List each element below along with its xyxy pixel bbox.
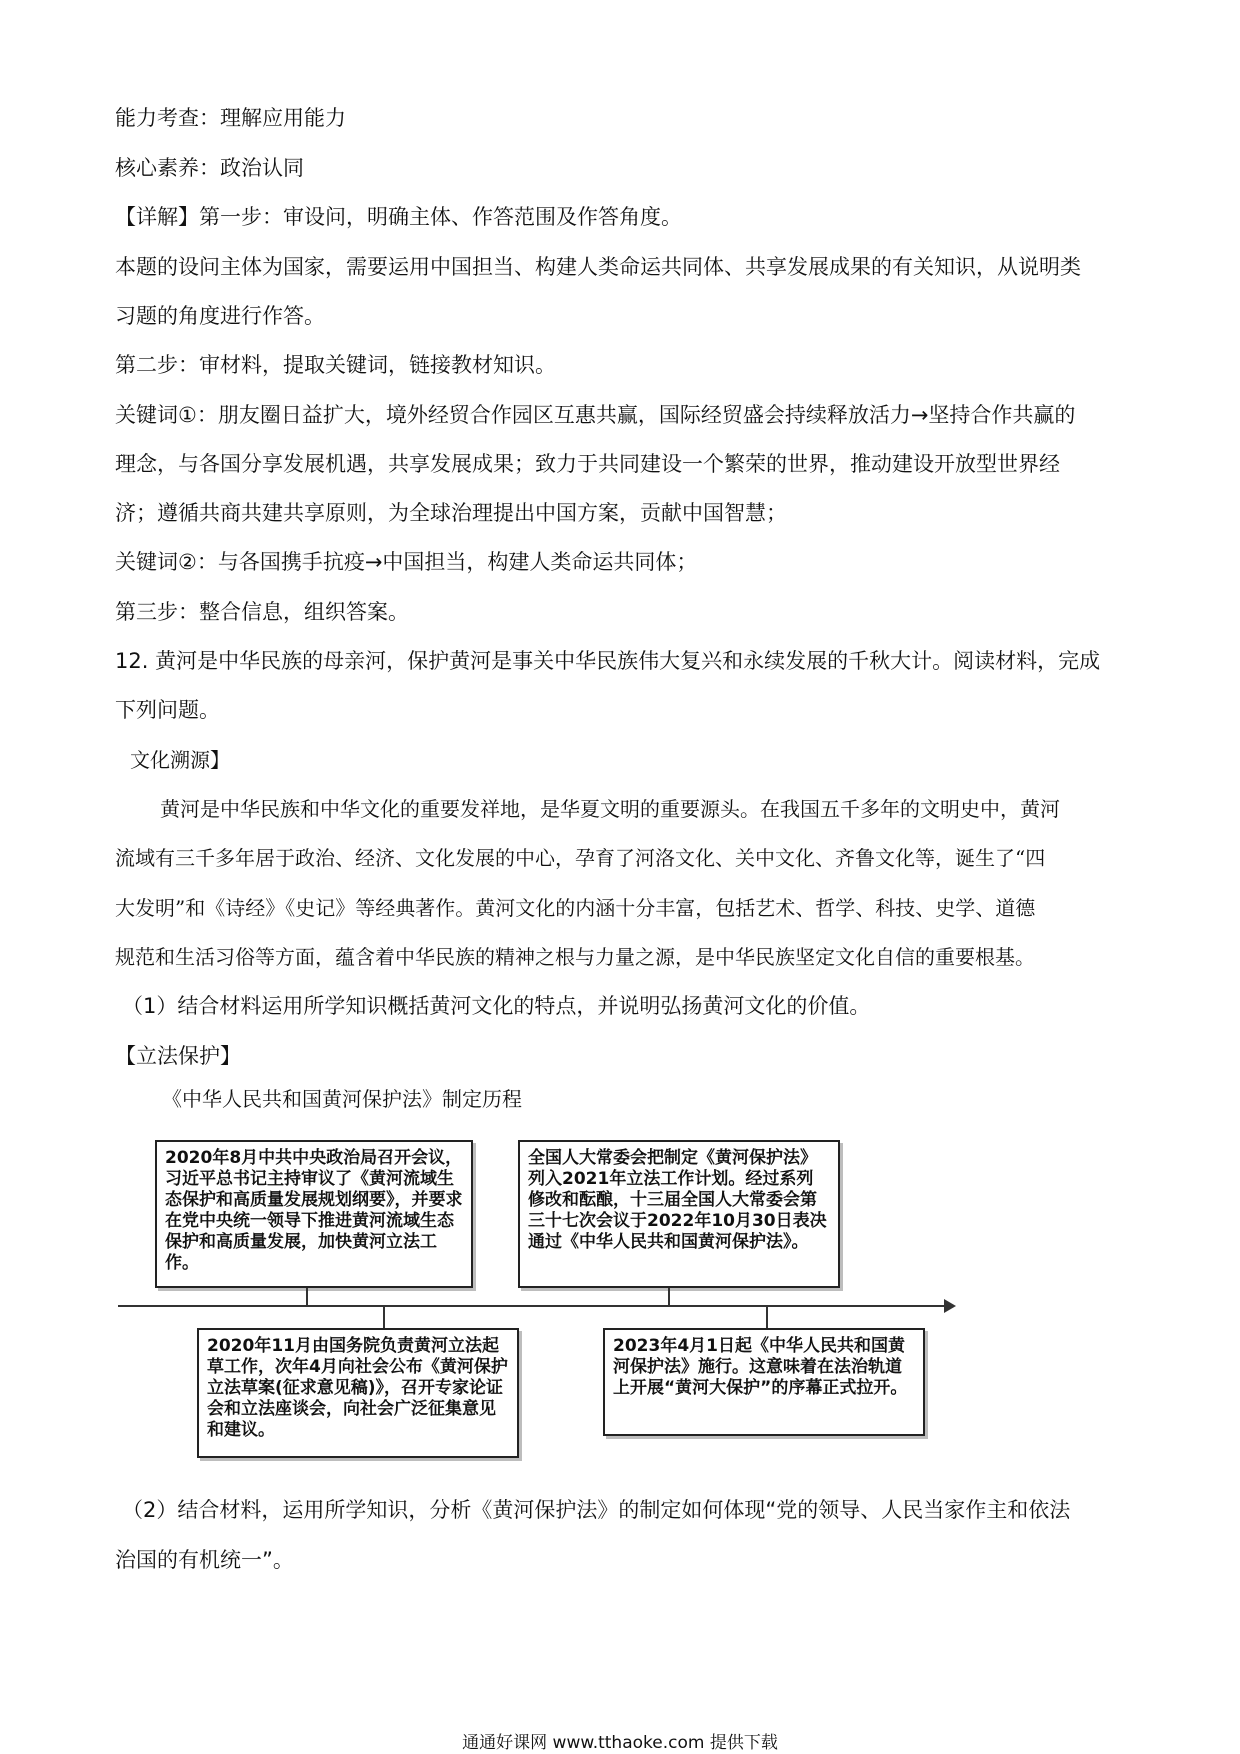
literacy-line: 核心素养：政治认同: [115, 156, 304, 180]
timeline-event-2023-04: 2023年4月1日起《中华人民共和国黄河保护法》施行。这意味着在法治轨道上开展“黄河大保护”的序幕正式拉开。: [603, 1328, 925, 1436]
question-1: （1）结合材料运用所学知识概括黄河文化的特点，并说明弘扬黄河文化的价值。: [122, 994, 871, 1018]
timeline-event-2020-11: 2020年11月由国务院负责黄河立法起草工作，次年4月向社会公布《黄河保护立法草案(征求意见稿)》，召开专家论证会和立法座谈会，向社会广泛征集意见和建议。: [197, 1328, 519, 1458]
footer-source: 通通好课网 www.tthaoke.com 提供下载: [462, 1733, 778, 1753]
question-2: 治国的有机统一”。: [115, 1548, 294, 1572]
section-title-law: 【立法保护】: [115, 1044, 241, 1068]
material-line: 流域有三千多年居于政治、经济、文化发展的中心，孕育了河洛文化、关中文化、齐鲁文化等，诞生了“四: [115, 846, 1046, 870]
ability-line: 能力考查：理解应用能力: [115, 106, 346, 130]
question-12-stem: 12. 黄河是中华民族的母亲河，保护黄河是事关中华民族伟大复兴和永续发展的千秋大计。阅读材料，完成: [115, 649, 1101, 673]
keyword2-line: 关键词②：与各国携手抗疫→中国担当，构建人类命运共同体；: [115, 550, 698, 574]
keyword1-line: 关键词①：朋友圈日益扩大，境外经贸合作园区互惠共赢，国际经贸盛会持续释放活力→坚持合作共赢的: [115, 403, 1076, 427]
material-line: 黄河是中华民族和中华文化的重要发祥地，是华夏文明的重要源头。在我国五千多年的文明史中，黄河: [160, 797, 1060, 821]
timeline-axis: [118, 1305, 948, 1307]
arrow-right-icon: [944, 1299, 956, 1313]
timeline-tick: [306, 1288, 308, 1306]
question-12-stem: 下列问题。: [115, 698, 220, 722]
keyword1-line: 理念，与各国分享发展机遇，共享发展成果；致力于共同建设一个繁荣的世界，推动建设开放型世界经: [115, 452, 1060, 476]
timeline-tick: [668, 1288, 670, 1306]
detail-step1: 【详解】第一步：审设问，明确主体、作答范围及作答角度。: [115, 205, 682, 229]
step2-line: 第二步：审材料，提取关键词，链接教材知识。: [115, 353, 556, 377]
section-title-culture: 文化溯源】: [130, 748, 230, 772]
paragraph-line: 本题的设问主体为国家，需要运用中国担当、构建人类命运共同体、共享发展成果的有关知识，从说明类: [115, 255, 1081, 279]
timeline-tick: [383, 1306, 385, 1328]
timeline-event-2020-08: 2020年8月中共中央政治局召开会议，习近平总书记主持审议了《黄河流域生态保护和高质量发展规划纲要》，并要求在党中央统一领导下推进黄河流域生态保护和高质量发展，加快黄河立法工作。: [155, 1140, 473, 1288]
paragraph-line: 习题的角度进行作答。: [115, 304, 325, 328]
step3-line: 第三步：整合信息，组织答案。: [115, 600, 409, 624]
material-line: 大发明”和《诗经》《史记》等经典著作。黄河文化的内涵十分丰富，包括艺术、哲学、科技、史学、道德: [115, 896, 1036, 920]
timeline-tick: [766, 1306, 768, 1328]
material-line: 规范和生活习俗等方面，蕴含着中华民族的精神之根与力量之源，是中华民族坚定文化自信的重要根基。: [115, 945, 1035, 969]
timeline-title: 《中华人民共和国黄河保护法》制定历程: [162, 1087, 522, 1111]
keyword1-line: 济；遵循共商共建共享原则，为全球治理提出中国方案，贡献中国智慧；: [115, 501, 787, 525]
question-2: （2）结合材料，运用所学知识，分析《黄河保护法》的制定如何体现“党的领导、人民当家作主和依法: [122, 1498, 1071, 1522]
timeline-event-2022-10: 全国人大常委会把制定《黄河保护法》列入2021年立法工作计划。经过系列修改和酝酿，十三届全国人大常委会第三十七次会议于2022年10月30日表决通过《中华人民共和国黄河保护法》。: [518, 1140, 840, 1288]
